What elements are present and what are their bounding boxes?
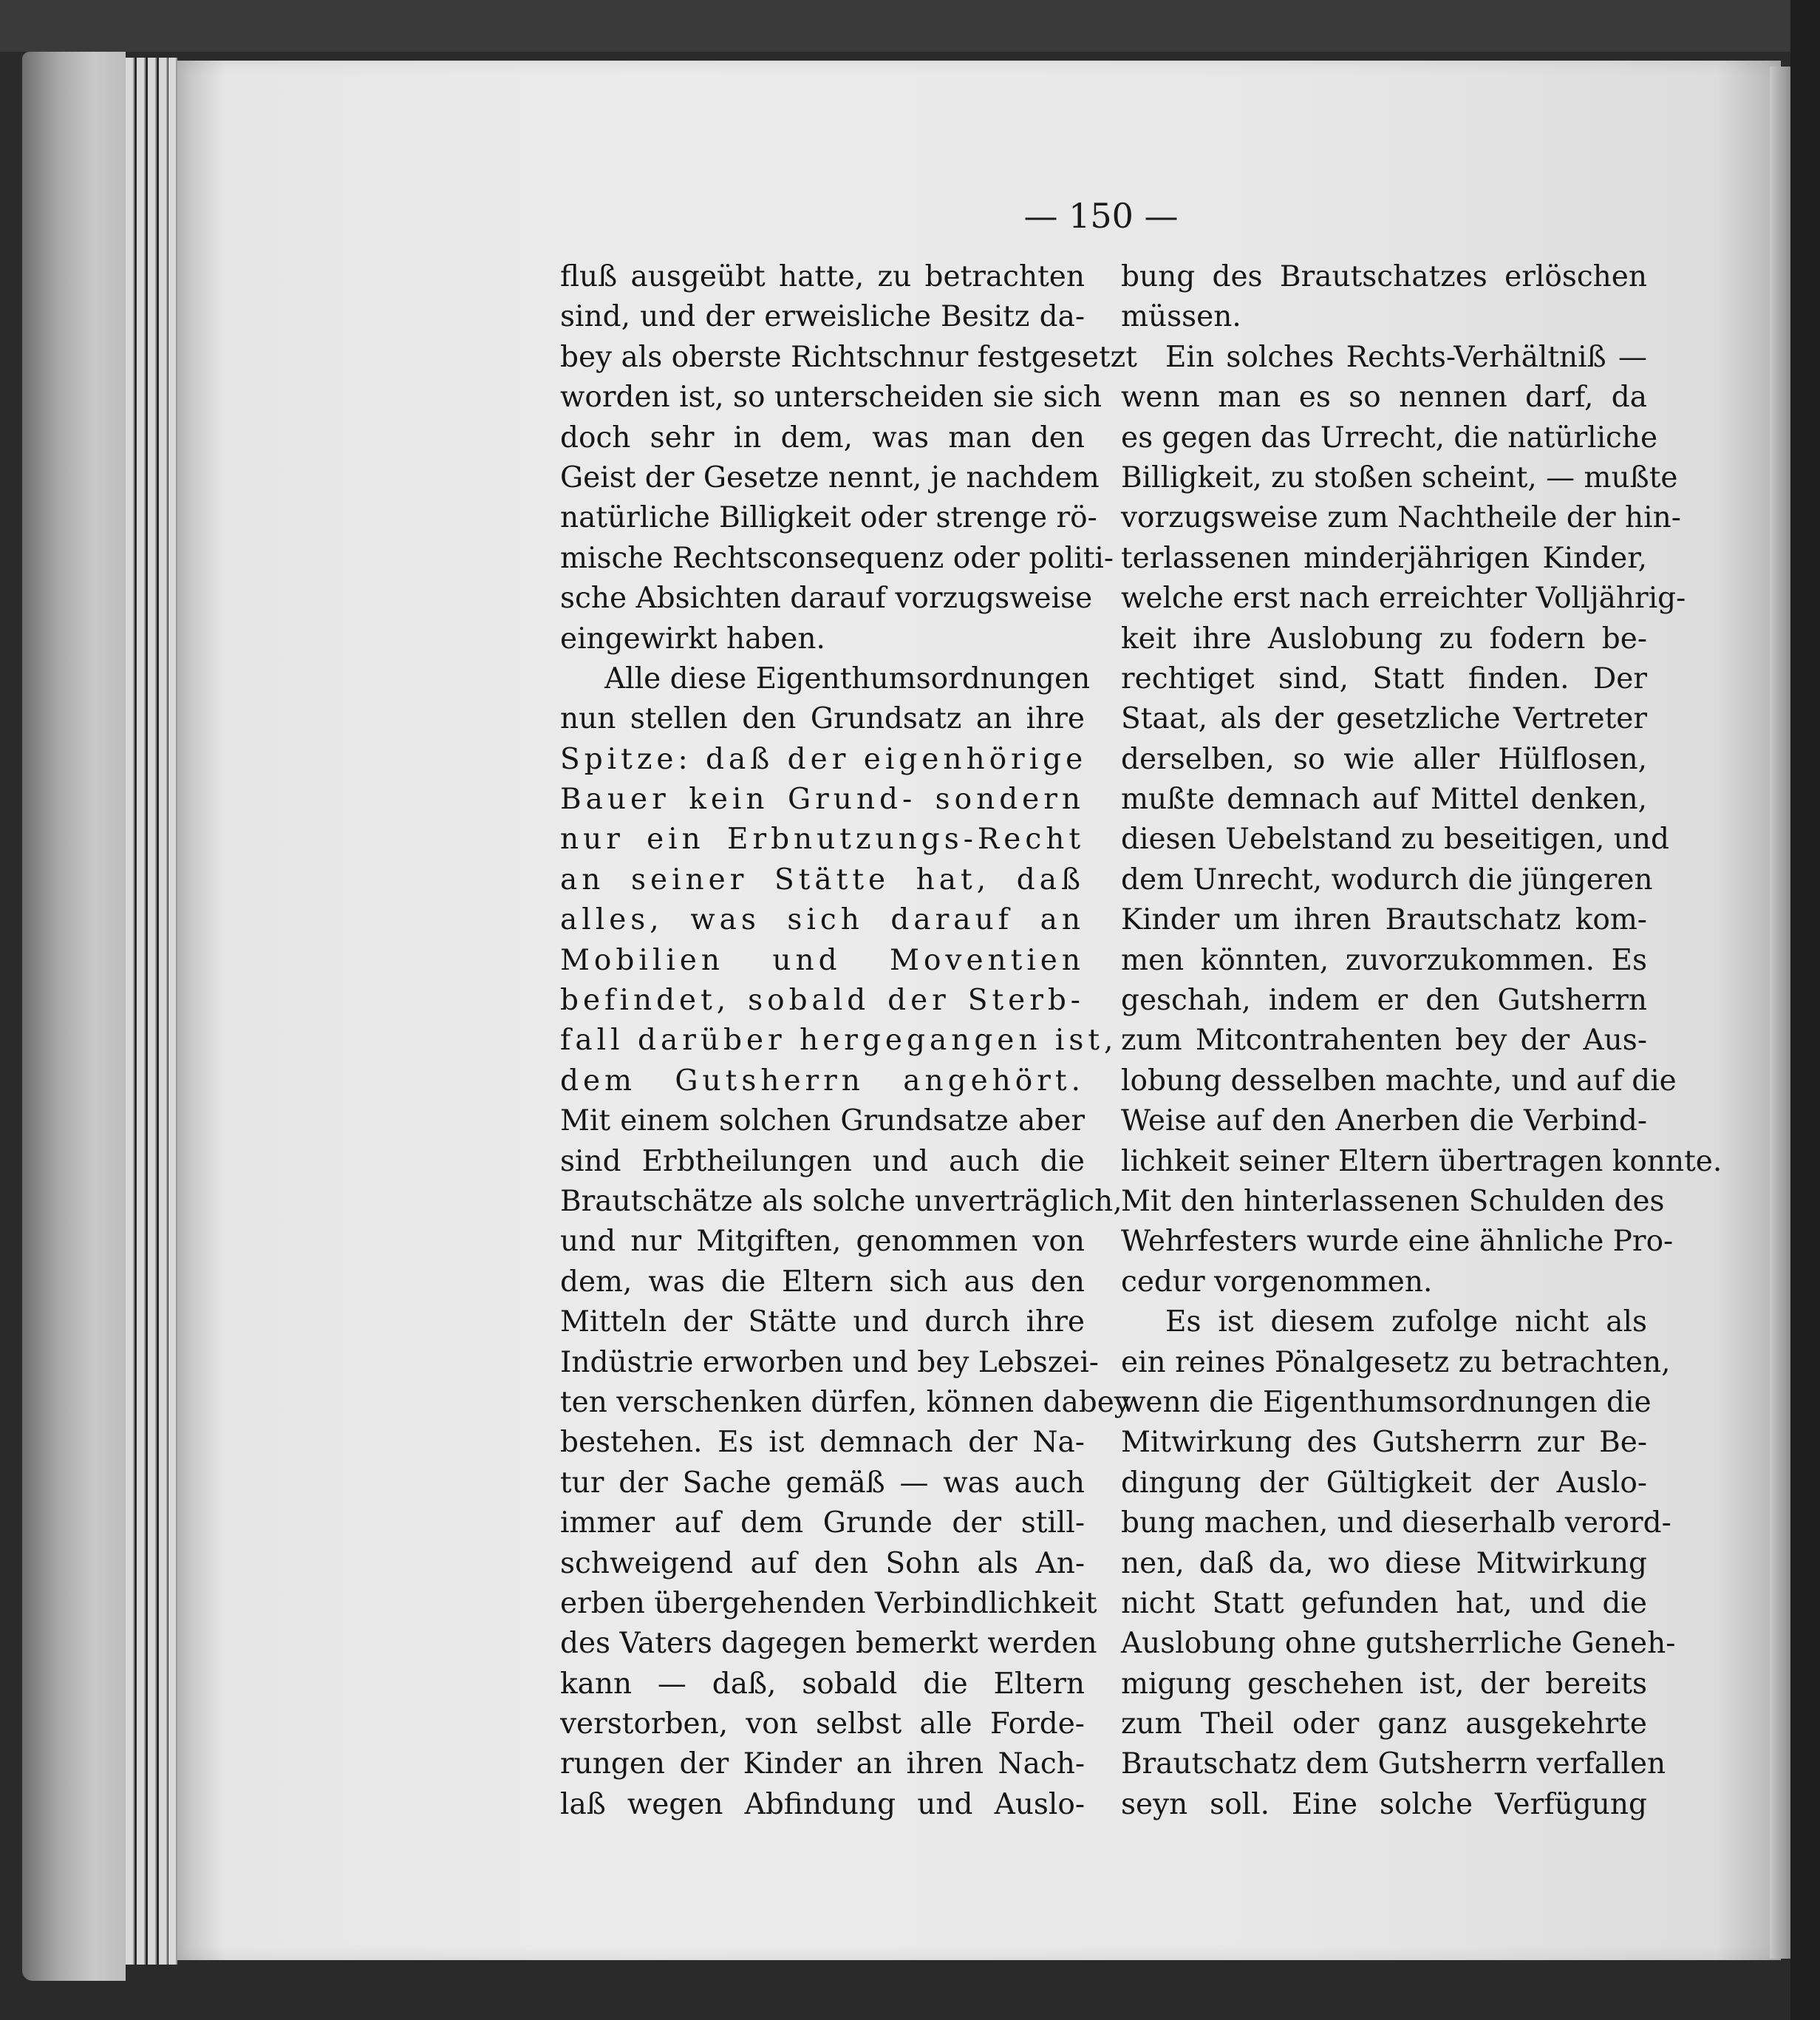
text-line: Alle diese Eigenthumsordnungen <box>604 662 1091 696</box>
text-line: geschah, indem er den Gutsherrn <box>1121 984 1647 1018</box>
text-line: welche erst nach erreichter Volljährig- <box>1121 582 1686 616</box>
text-line: rungen der Kinder an ihren Nach- <box>560 1747 1085 1781</box>
text-line: Brautschatz dem Gutsherrn verfallen <box>1121 1747 1666 1781</box>
text-column-left <box>560 257 1137 1825</box>
text-line: bung des Brautschatzes erlöschen <box>1121 260 1647 293</box>
text-line: natürliche Billigkeit oder strenge rö- <box>560 501 1097 535</box>
text-line: alles, was sich darauf an <box>560 903 1085 937</box>
page-edge <box>137 58 146 1965</box>
text-line: men könnten, zuvorzukommen. Es <box>1121 943 1647 977</box>
text-line: schweigend auf den Sohn als An- <box>560 1546 1085 1580</box>
text-line: Mitwirkung des Gutsherrn zur Be- <box>1121 1426 1647 1460</box>
text-line: Brautschätze als solche unverträglich, <box>560 1184 1122 1218</box>
text-line: cedur vorgenommen. <box>1121 1265 1433 1299</box>
text-line: seyn soll. Eine solche Verfügung <box>1121 1787 1647 1821</box>
text-line: Spitze: daß der eigenhörige <box>560 742 1088 776</box>
scanner-background <box>0 0 1820 52</box>
text-line: lichkeit seiner Eltern übertragen konnte. <box>1121 1144 1722 1178</box>
text-line: diesen Uebelstand zu beseitigen, und <box>1121 823 1669 857</box>
page-number: — 150 — <box>1023 196 1179 236</box>
page-edge <box>148 58 157 1965</box>
text-line: sind Erbtheilungen und auch die <box>560 1144 1085 1178</box>
text-line: an seiner Stätte hat, daß <box>560 863 1085 897</box>
page-edge <box>159 58 168 1965</box>
text-column-right <box>1121 257 1722 1825</box>
text-line: tur der Sache gemäß — was auch <box>560 1466 1085 1500</box>
text-line: fluß ausgeübt hatte, zu betrachten <box>560 260 1085 293</box>
text-line: Ein solches Rechts-Verhältniß — <box>1165 340 1647 374</box>
text-line: zum Theil oder ganz ausgekehrte <box>1121 1707 1647 1741</box>
text-line: immer auf dem Grunde der still- <box>560 1506 1085 1540</box>
text-line: dem, was die Eltern sich aus den <box>560 1265 1085 1299</box>
text-line: es gegen das Urrecht, die natürliche <box>1121 421 1658 455</box>
text-line: nur ein Erbnutzungs-Recht <box>560 823 1085 857</box>
text-line: ein reines Pönalgesetz zu betrachten, <box>1121 1345 1671 1379</box>
text-line: Staat, als der gesetzliche Vertreter <box>1121 702 1647 736</box>
text-line: Weise auf den Anerben die Verbind- <box>1121 1104 1647 1138</box>
text-line: nicht Statt gefunden hat, und die <box>1121 1586 1647 1620</box>
text-line: derselben, so wie aller Hülflosen, <box>1121 742 1647 776</box>
text-line: dem Unrecht, wodurch die jüngeren <box>1121 863 1653 897</box>
text-line: nun stellen den Grundsatz an ihre <box>560 702 1085 736</box>
text-line: sche Absichten darauf vorzugsweise <box>560 582 1093 616</box>
text-line: bestehen. Es ist demnach der Na- <box>560 1426 1085 1460</box>
text-line: worden ist, so unterscheiden sie sich <box>560 381 1102 415</box>
book-cover-edge <box>22 52 126 1981</box>
text-line: Mobilien und Moventien <box>560 943 1085 977</box>
text-line: wenn man es so nennen darf, da <box>1121 381 1647 415</box>
page-edge <box>126 58 134 1965</box>
text-line: und nur Mitgiften, genommen von <box>560 1225 1085 1259</box>
text-line: des Vaters dagegen bemerkt werden <box>560 1627 1097 1661</box>
text-line: dem Gutsherrn angehört. <box>560 1064 1085 1098</box>
text-line: bey als oberste Richtschnur festgesetzt <box>560 340 1137 374</box>
text-line: mußte demnach auf Mittel denken, <box>1121 783 1647 817</box>
text-line: Bauer kein Grund- sondern <box>560 783 1085 817</box>
page-edge <box>168 58 177 1965</box>
text-line: lobung desselben machte, und auf die <box>1121 1064 1677 1098</box>
text-line: dingung der Gültigkeit der Auslo- <box>1121 1466 1647 1500</box>
text-line: Billigkeit, zu stoßen scheint, — mußte <box>1121 460 1678 494</box>
text-line: erben übergehenden Verbindlichkeit <box>560 1586 1097 1620</box>
text-line: ten verschenken dürfen, können dabey <box>560 1385 1131 1419</box>
text-line: Mit den hinterlassenen Schulden des <box>1121 1184 1665 1218</box>
text-line: nen, daß da, wo diese Mitwirkung <box>1121 1546 1647 1580</box>
text-line: Auslobung ohne gutsherrliche Geneh- <box>1121 1627 1676 1661</box>
text-line: mische Rechtsconsequenz oder politi- <box>560 541 1114 575</box>
scanner-background-right <box>1790 0 1820 2020</box>
page-right-edge <box>1770 67 1792 1959</box>
text-line: zum Mitcontrahenten bey der Aus- <box>1121 1024 1647 1058</box>
text-line: eingewirkt haben. <box>560 622 825 656</box>
text-line: sind, und der erweisliche Besitz da- <box>560 300 1085 334</box>
text-line: Wehrfesters wurde eine ähnliche Pro- <box>1121 1225 1674 1259</box>
text-line: keit ihre Auslobung zu fodern be- <box>1121 622 1647 656</box>
text-line: Geist der Gesetze nennt, je nachdem <box>560 460 1100 494</box>
text-line: müssen. <box>1121 300 1241 334</box>
text-line: Es ist diesem zufolge nicht als <box>1165 1305 1647 1339</box>
text-line: doch sehr in dem, was man den <box>560 421 1085 455</box>
text-line: Mitteln der Stätte und durch ihre <box>560 1305 1085 1339</box>
text-line: befindet, sobald der Sterb- <box>560 984 1085 1018</box>
text-line: laß wegen Abfindung und Auslo- <box>560 1787 1085 1821</box>
text-line: verstorben, von selbst alle Forde- <box>560 1707 1085 1741</box>
text-line: Kinder um ihren Brautschatz kom- <box>1121 903 1647 937</box>
text-line: Mit einem solchen Grundsatze aber <box>560 1104 1085 1138</box>
text-line: vorzugsweise zum Nachtheile der hin- <box>1121 501 1681 535</box>
text-line: kann — daß, sobald die Eltern <box>560 1667 1085 1701</box>
text-line: migung geschehen ist, der bereits <box>1121 1667 1647 1701</box>
text-line: wenn die Eigenthumsordnungen die <box>1121 1385 1652 1419</box>
text-line: Indüstrie erworben und bey Lebszei- <box>560 1345 1099 1379</box>
text-line: fall darüber hergegangen ist, <box>560 1024 1118 1058</box>
text-line: terlassenen minderjährigen Kinder, <box>1121 541 1647 575</box>
text-line: rechtiget sind, Statt finden. Der <box>1121 662 1647 696</box>
text-line: bung machen, und dieserhalb verord- <box>1121 1506 1671 1540</box>
